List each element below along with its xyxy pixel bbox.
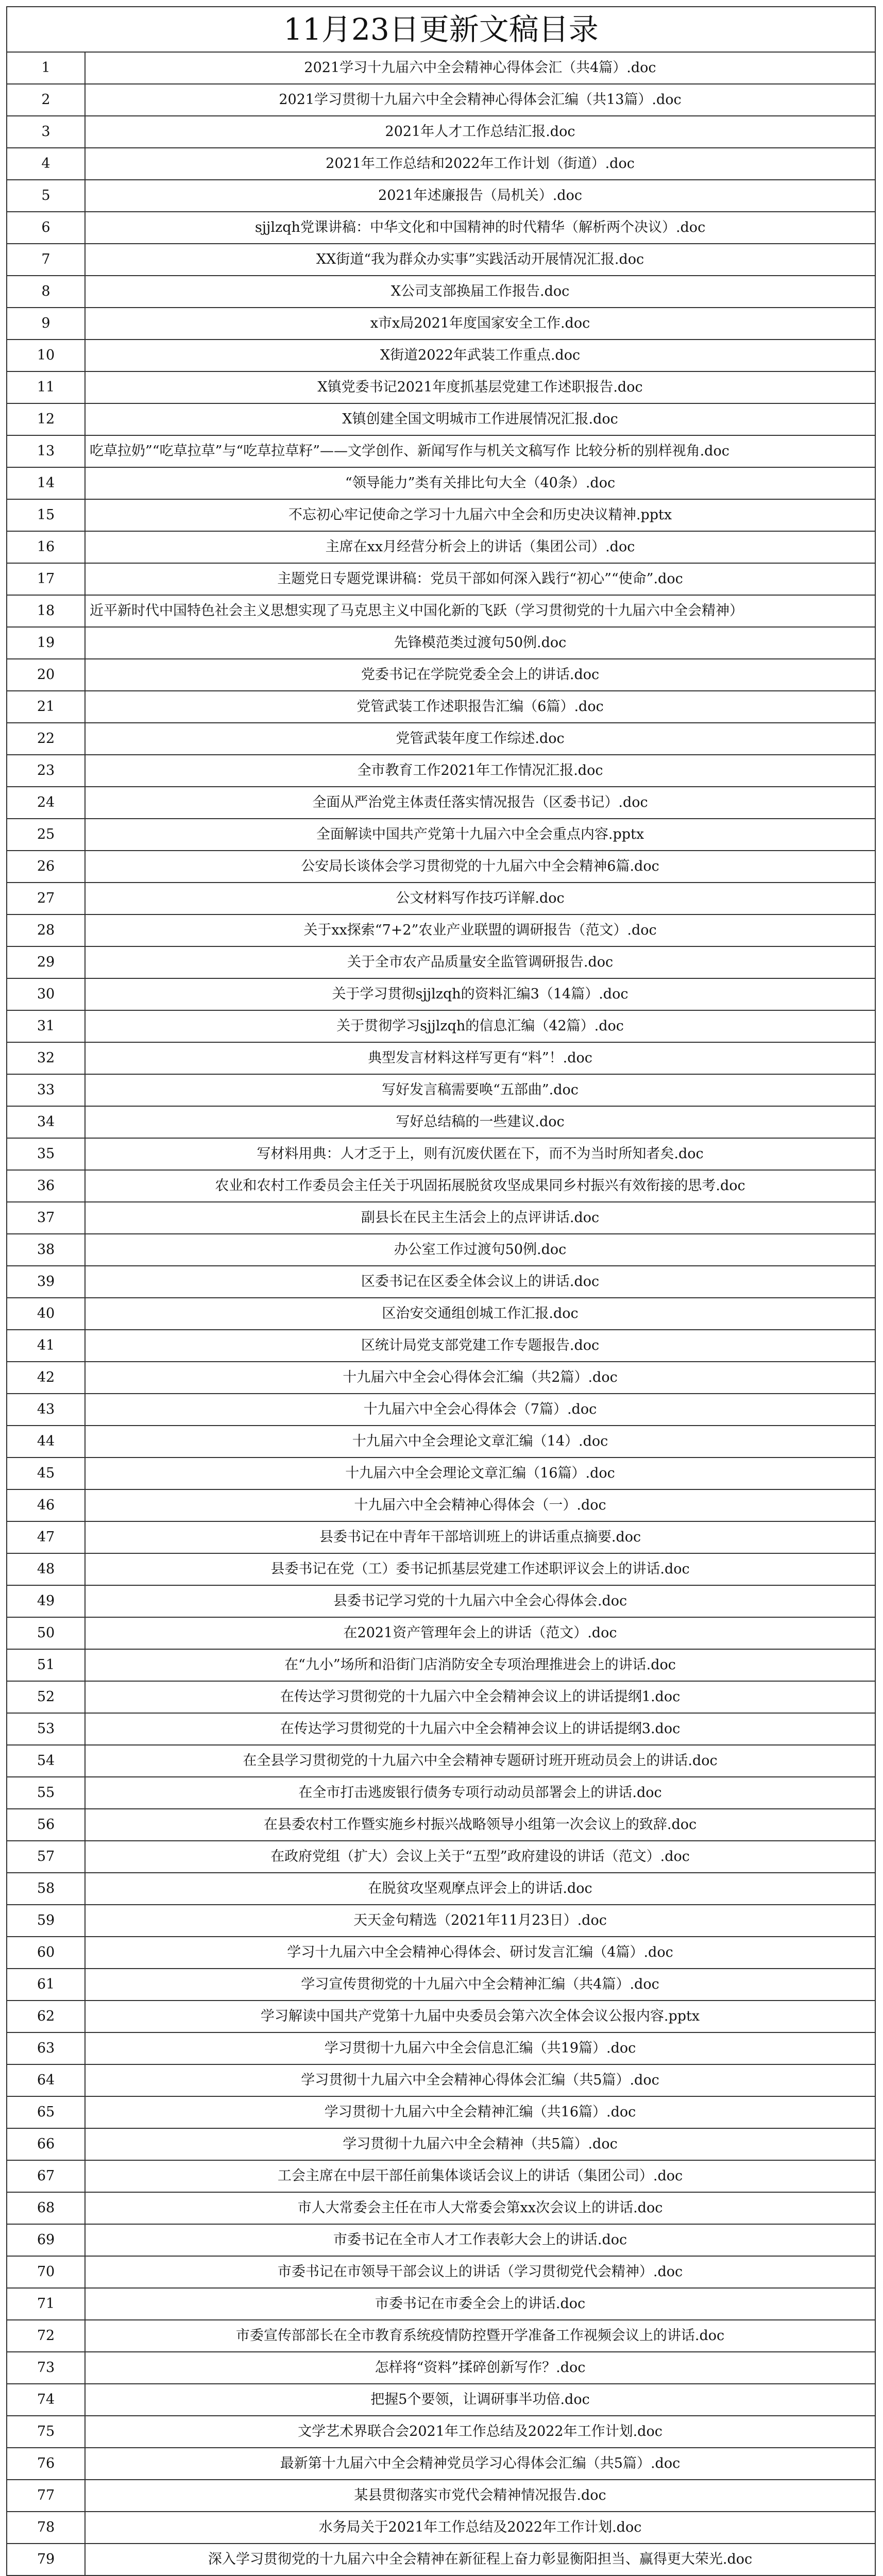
table-row — [7, 851, 875, 883]
row-number: 79 — [7, 2544, 85, 2575]
row-number: 22 — [7, 723, 85, 755]
row-number: 3 — [7, 116, 85, 148]
file-name: 公安局长谈体会学习贯彻党的十九届六中全会精神6篇.doc — [85, 851, 875, 883]
row-number: 59 — [7, 1905, 85, 1937]
file-name: 某县贯彻落实市党代会精神情况报告.doc — [85, 2480, 875, 2512]
table-row — [7, 1553, 875, 1585]
row-number: 30 — [7, 978, 85, 1010]
file-name: 在县委农村工作暨实施乡村振兴战略领导小组第一次会议上的致辞.doc — [85, 1809, 875, 1841]
row-number: 49 — [7, 1585, 85, 1617]
file-name: 区治安交通组创城工作汇报.doc — [85, 1298, 875, 1330]
file-name: 2021学习十九届六中全会精神心得体会汇（共4篇）.doc — [85, 52, 875, 84]
table-row — [7, 403, 875, 435]
table-row — [7, 1969, 875, 2001]
row-number: 42 — [7, 1362, 85, 1394]
row-number: 9 — [7, 308, 85, 340]
row-number: 57 — [7, 1841, 85, 1873]
table-row — [7, 499, 875, 531]
table-row — [7, 627, 875, 659]
file-name: 在全市打击逃废银行债务专项行动动员部署会上的讲话.doc — [85, 1777, 875, 1809]
row-number: 72 — [7, 2320, 85, 2352]
file-name: 全市教育工作2021年工作情况汇报.doc — [85, 755, 875, 787]
file-name: 县委书记在中青年干部培训班上的讲话重点摘要.doc — [85, 1521, 875, 1553]
table-row — [7, 1649, 875, 1681]
row-number: 47 — [7, 1521, 85, 1553]
file-name: 公文材料写作技巧详解.doc — [85, 883, 875, 914]
row-number: 17 — [7, 563, 85, 595]
row-number: 28 — [7, 914, 85, 946]
row-number: 66 — [7, 2128, 85, 2160]
row-number: 31 — [7, 1010, 85, 1042]
table-row — [7, 1170, 875, 1202]
row-number: 26 — [7, 851, 85, 883]
table-row — [7, 1202, 875, 1234]
file-name: 县委书记在党（工）委书记抓基层党建工作述职评议会上的讲话.doc — [85, 1553, 875, 1585]
file-name: 在传达学习贯彻党的十九届六中全会精神会议上的讲话提纲3.doc — [85, 1713, 875, 1745]
table-row — [7, 148, 875, 180]
table-row — [7, 2256, 875, 2288]
row-number: 43 — [7, 1394, 85, 1426]
file-name: 学习贯彻十九届六中全会精神心得体会汇编（共5篇）.doc — [85, 2064, 875, 2096]
file-name: 学习十九届六中全会精神心得体会、研讨发言汇编（4篇）.doc — [85, 1937, 875, 1969]
file-name: 在全县学习贯彻党的十九届六中全会精神专题研讨班开班动员会上的讲话.doc — [85, 1745, 875, 1777]
file-name: 关于学习贯彻sjjlzqh的资料汇编3（14篇）.doc — [85, 978, 875, 1010]
table-row — [7, 212, 875, 244]
file-name: 市委宣传部部长在全市教育系统疫情防控暨开学准备工作视频会议上的讲话.doc — [85, 2320, 875, 2352]
row-number: 41 — [7, 1330, 85, 1362]
table-row — [7, 2288, 875, 2320]
table-row — [7, 2001, 875, 2032]
table-row — [7, 2352, 875, 2384]
row-number: 12 — [7, 403, 85, 435]
table-row — [7, 1426, 875, 1458]
file-name: 2021年工作总结和2022年工作计划（街道）.doc — [85, 148, 875, 180]
page-title: 11月23日更新文稿目录 — [6, 6, 876, 52]
file-name: 在脱贫攻坚观摩点评会上的讲话.doc — [85, 1873, 875, 1905]
row-number: 7 — [7, 244, 85, 276]
row-number: 32 — [7, 1042, 85, 1074]
table-row — [7, 2480, 875, 2512]
file-name: 主席在xx月经营分析会上的讲话（集团公司）.doc — [85, 531, 875, 563]
file-name: 工会主席在中层干部任前集体谈话会议上的讲话（集团公司）.doc — [85, 2160, 875, 2192]
row-number: 36 — [7, 1170, 85, 1202]
row-number: 76 — [7, 2448, 85, 2480]
table-row — [7, 1489, 875, 1521]
row-number: 6 — [7, 212, 85, 244]
row-number: 5 — [7, 180, 85, 212]
file-name: 学习贯彻十九届六中全会精神汇编（共16篇）.doc — [85, 2096, 875, 2128]
file-name: 十九届六中全会精神心得体会（一）.doc — [85, 1489, 875, 1521]
file-name: X街道2022年武装工作重点.doc — [85, 340, 875, 371]
table-row — [7, 2096, 875, 2128]
table-row — [7, 1394, 875, 1426]
file-name: 十九届六中全会理论文章汇编（14）.doc — [85, 1426, 875, 1458]
row-number: 19 — [7, 627, 85, 659]
file-name: X公司支部换届工作报告.doc — [85, 276, 875, 308]
row-number: 48 — [7, 1553, 85, 1585]
table-row — [7, 914, 875, 946]
table-row — [7, 371, 875, 403]
row-number: 27 — [7, 883, 85, 914]
row-number: 71 — [7, 2288, 85, 2320]
row-number: 62 — [7, 2001, 85, 2032]
file-name: 关于全市农产品质量安全监管调研报告.doc — [85, 946, 875, 978]
file-name: 在“九小”场所和沿街门店消防安全专项治理推进会上的讲话.doc — [85, 1649, 875, 1681]
row-number: 20 — [7, 659, 85, 691]
file-list-table — [6, 52, 876, 2576]
table-row — [7, 1873, 875, 1905]
file-name: 学习解读中国共产党第十九届中央委员会第六次全体会议公报内容.pptx — [85, 2001, 875, 2032]
row-number: 14 — [7, 467, 85, 499]
table-row — [7, 659, 875, 691]
row-number: 58 — [7, 1873, 85, 1905]
file-name: 先锋模范类过渡句50例.doc — [85, 627, 875, 659]
table-row — [7, 819, 875, 851]
table-row — [7, 435, 875, 467]
row-number: 13 — [7, 435, 85, 467]
file-name: 党管武装年度工作综述.doc — [85, 723, 875, 755]
row-number: 40 — [7, 1298, 85, 1330]
file-name: 近平新时代中国特色社会主义思想实现了马克思主义中国化新的飞跃（学习贯彻党的十九届六中全会精神） — [85, 595, 875, 627]
table-row — [7, 1745, 875, 1777]
file-name: 水务局关于2021年工作总结及2022年工作计划.doc — [85, 2512, 875, 2544]
file-name: 天天金句精选（2021年11月23日）.doc — [85, 1905, 875, 1937]
table-row — [7, 276, 875, 308]
table-row — [7, 1458, 875, 1489]
row-number: 52 — [7, 1681, 85, 1713]
table-row — [7, 1841, 875, 1873]
file-name: 学习宣传贯彻党的十九届六中全会精神汇编（共4篇）.doc — [85, 1969, 875, 2001]
table-row — [7, 1106, 875, 1138]
table-row — [7, 84, 875, 116]
file-name: 农业和农村工作委员会主任关于巩固拓展脱贫攻坚成果同乡村振兴有效衔接的思考.doc — [85, 1170, 875, 1202]
file-name: 关于贯彻学习sjjlzqh的信息汇编（42篇）.doc — [85, 1010, 875, 1042]
row-number: 78 — [7, 2512, 85, 2544]
file-name: 吃草拉奶”“吃草拉草”与“吃草拉草籽”——文学创作、新闻写作与机关文稿写作 比较分析的别样视角.doc — [85, 435, 875, 467]
row-number: 77 — [7, 2480, 85, 2512]
file-name: 市委书记在全市人才工作表彰大会上的讲话.doc — [85, 2224, 875, 2256]
row-number: 50 — [7, 1617, 85, 1649]
row-number: 38 — [7, 1234, 85, 1266]
table-row — [7, 1777, 875, 1809]
file-name: “领导能力”类有关排比句大全（40条）.doc — [85, 467, 875, 499]
file-name: 学习贯彻十九届六中全会精神（共5篇）.doc — [85, 2128, 875, 2160]
file-name: 党委书记在学院党委全会上的讲话.doc — [85, 659, 875, 691]
file-name: 市委书记在市领导干部会议上的讲话（学习贯彻党代会精神）.doc — [85, 2256, 875, 2288]
table-row — [7, 308, 875, 340]
row-number: 73 — [7, 2352, 85, 2384]
table-row — [7, 1234, 875, 1266]
row-number: 68 — [7, 2192, 85, 2224]
file-name: 写好总结稿的一些建议.doc — [85, 1106, 875, 1138]
row-number: 60 — [7, 1937, 85, 1969]
table-row — [7, 340, 875, 371]
table-row — [7, 1138, 875, 1170]
file-name: 区委书记在区委全体会议上的讲话.doc — [85, 1266, 875, 1298]
file-name: 不忘初心牢记使命之学习十九届六中全会和历史决议精神.pptx — [85, 499, 875, 531]
table-row — [7, 1809, 875, 1841]
row-number: 64 — [7, 2064, 85, 2096]
table-row — [7, 787, 875, 819]
file-name: 区统计局党支部党建工作专题报告.doc — [85, 1330, 875, 1362]
file-name: 党管武装工作述职报告汇编（6篇）.doc — [85, 691, 875, 723]
file-name: 在传达学习贯彻党的十九届六中全会精神会议上的讲话提纲1.doc — [85, 1681, 875, 1713]
row-number: 51 — [7, 1649, 85, 1681]
file-name: 在2021资产管理年会上的讲话（范文）.doc — [85, 1617, 875, 1649]
table-row — [7, 1330, 875, 1362]
file-list-body — [7, 52, 875, 2576]
row-number: 2 — [7, 84, 85, 116]
file-name: 十九届六中全会理论文章汇编（16篇）.doc — [85, 1458, 875, 1489]
table-row — [7, 1937, 875, 1969]
file-name: 十九届六中全会心得体会汇编（共2篇）.doc — [85, 1362, 875, 1394]
file-name: 办公室工作过渡句50例.doc — [85, 1234, 875, 1266]
file-name: 深入学习贯彻党的十九届六中全会精神在新征程上奋力彰显衡阳担当、赢得更大荣光.doc — [85, 2544, 875, 2575]
table-row — [7, 755, 875, 787]
row-number: 1 — [7, 52, 85, 84]
table-row — [7, 2128, 875, 2160]
row-number: 45 — [7, 1458, 85, 1489]
table-row — [7, 1713, 875, 1745]
row-number: 70 — [7, 2256, 85, 2288]
row-number: 11 — [7, 371, 85, 403]
row-number: 4 — [7, 148, 85, 180]
row-number: 55 — [7, 1777, 85, 1809]
row-number: 37 — [7, 1202, 85, 1234]
row-number: 35 — [7, 1138, 85, 1170]
table-row — [7, 563, 875, 595]
table-row — [7, 467, 875, 499]
file-name: 关于xx探索“7+2”农业产业联盟的调研报告（范文）.doc — [85, 914, 875, 946]
row-number: 15 — [7, 499, 85, 531]
file-name: sjjlzqh党课讲稿：中华文化和中国精神的时代精华（解析两个决议）.doc — [85, 212, 875, 244]
file-name: 市委书记在市委全会上的讲话.doc — [85, 2288, 875, 2320]
row-number: 44 — [7, 1426, 85, 1458]
row-number: 63 — [7, 2032, 85, 2064]
row-number: 18 — [7, 595, 85, 627]
table-row — [7, 1298, 875, 1330]
file-name: X镇党委书记2021年度抓基层党建工作述职报告.doc — [85, 371, 875, 403]
file-name: 市人大常委会主任在市人大常委会第xx次会议上的讲话.doc — [85, 2192, 875, 2224]
file-name: 怎样将“资料”揉碎创新写作？.doc — [85, 2352, 875, 2384]
row-number: 74 — [7, 2384, 85, 2416]
row-number: 53 — [7, 1713, 85, 1745]
file-name: 主题党日专题党课讲稿：党员干部如何深入践行“初心”“使命”.doc — [85, 563, 875, 595]
file-name: 副县长在民主生活会上的点评讲话.doc — [85, 1202, 875, 1234]
row-number: 54 — [7, 1745, 85, 1777]
file-name: X镇创建全国文明城市工作进展情况汇报.doc — [85, 403, 875, 435]
file-name: 把握5个要领，让调研事半功倍.doc — [85, 2384, 875, 2416]
table-row — [7, 2192, 875, 2224]
table-row — [7, 52, 875, 84]
row-number: 16 — [7, 531, 85, 563]
row-number: 75 — [7, 2416, 85, 2448]
document-page — [6, 6, 876, 2576]
file-name: 县委书记学习党的十九届六中全会心得体会.doc — [85, 1585, 875, 1617]
row-number: 25 — [7, 819, 85, 851]
table-row — [7, 2064, 875, 2096]
table-row — [7, 883, 875, 914]
table-row — [7, 1681, 875, 1713]
file-name: 2021学习贯彻十九届六中全会精神心得体会汇编（共13篇）.doc — [85, 84, 875, 116]
file-name: 2021年述廉报告（局机关）.doc — [85, 180, 875, 212]
table-row — [7, 1617, 875, 1649]
row-number: 29 — [7, 946, 85, 978]
row-number: 39 — [7, 1266, 85, 1298]
table-row — [7, 2224, 875, 2256]
file-name: 写材料用典：人才乏于上，则有沉废伏匿在下，而不为当时所知者矣.doc — [85, 1138, 875, 1170]
file-name: 写好发言稿需要唤“五部曲”.doc — [85, 1074, 875, 1106]
table-row — [7, 531, 875, 563]
table-row — [7, 244, 875, 276]
table-row — [7, 1010, 875, 1042]
row-number: 21 — [7, 691, 85, 723]
file-name: x市x局2021年度国家安全工作.doc — [85, 308, 875, 340]
row-number: 67 — [7, 2160, 85, 2192]
table-row — [7, 2032, 875, 2064]
row-number: 33 — [7, 1074, 85, 1106]
table-row — [7, 1585, 875, 1617]
file-name: 十九届六中全会心得体会（7篇）.doc — [85, 1394, 875, 1426]
table-row — [7, 723, 875, 755]
table-row — [7, 1905, 875, 1937]
file-name: 全面解读中国共产党第十九届六中全会重点内容.pptx — [85, 819, 875, 851]
table-row — [7, 2384, 875, 2416]
table-row — [7, 2320, 875, 2352]
file-name: 典型发言材料这样写更有“料”！.doc — [85, 1042, 875, 1074]
table-row — [7, 1266, 875, 1298]
table-row — [7, 2160, 875, 2192]
row-number: 56 — [7, 1809, 85, 1841]
table-row — [7, 1042, 875, 1074]
table-row — [7, 1074, 875, 1106]
row-number: 61 — [7, 1969, 85, 2001]
table-row — [7, 2512, 875, 2544]
file-name: 文学艺术界联合会2021年工作总结及2022年工作计划.doc — [85, 2416, 875, 2448]
file-name: XX街道“我为群众办实事”实践活动开展情况汇报.doc — [85, 244, 875, 276]
table-row — [7, 595, 875, 627]
file-name: 全面从严治党主体责任落实情况报告（区委书记）.doc — [85, 787, 875, 819]
table-row — [7, 1521, 875, 1553]
table-row — [7, 1362, 875, 1394]
row-number: 34 — [7, 1106, 85, 1138]
table-row — [7, 946, 875, 978]
file-name: 学习贯彻十九届六中全会信息汇编（共19篇）.doc — [85, 2032, 875, 2064]
file-name: 2021年人才工作总结汇报.doc — [85, 116, 875, 148]
row-number: 10 — [7, 340, 85, 371]
row-number: 46 — [7, 1489, 85, 1521]
row-number: 65 — [7, 2096, 85, 2128]
row-number: 8 — [7, 276, 85, 308]
table-row — [7, 116, 875, 148]
table-row — [7, 180, 875, 212]
file-name: 在政府党组（扩大）会议上关于“五型”政府建设的讲话（范文）.doc — [85, 1841, 875, 1873]
row-number: 23 — [7, 755, 85, 787]
table-row — [7, 2544, 875, 2575]
row-number: 24 — [7, 787, 85, 819]
table-row — [7, 978, 875, 1010]
table-row — [7, 2448, 875, 2480]
row-number: 69 — [7, 2224, 85, 2256]
table-row — [7, 691, 875, 723]
file-name: 最新第十九届六中全会精神党员学习心得体会汇编（共5篇）.doc — [85, 2448, 875, 2480]
table-row — [7, 2416, 875, 2448]
